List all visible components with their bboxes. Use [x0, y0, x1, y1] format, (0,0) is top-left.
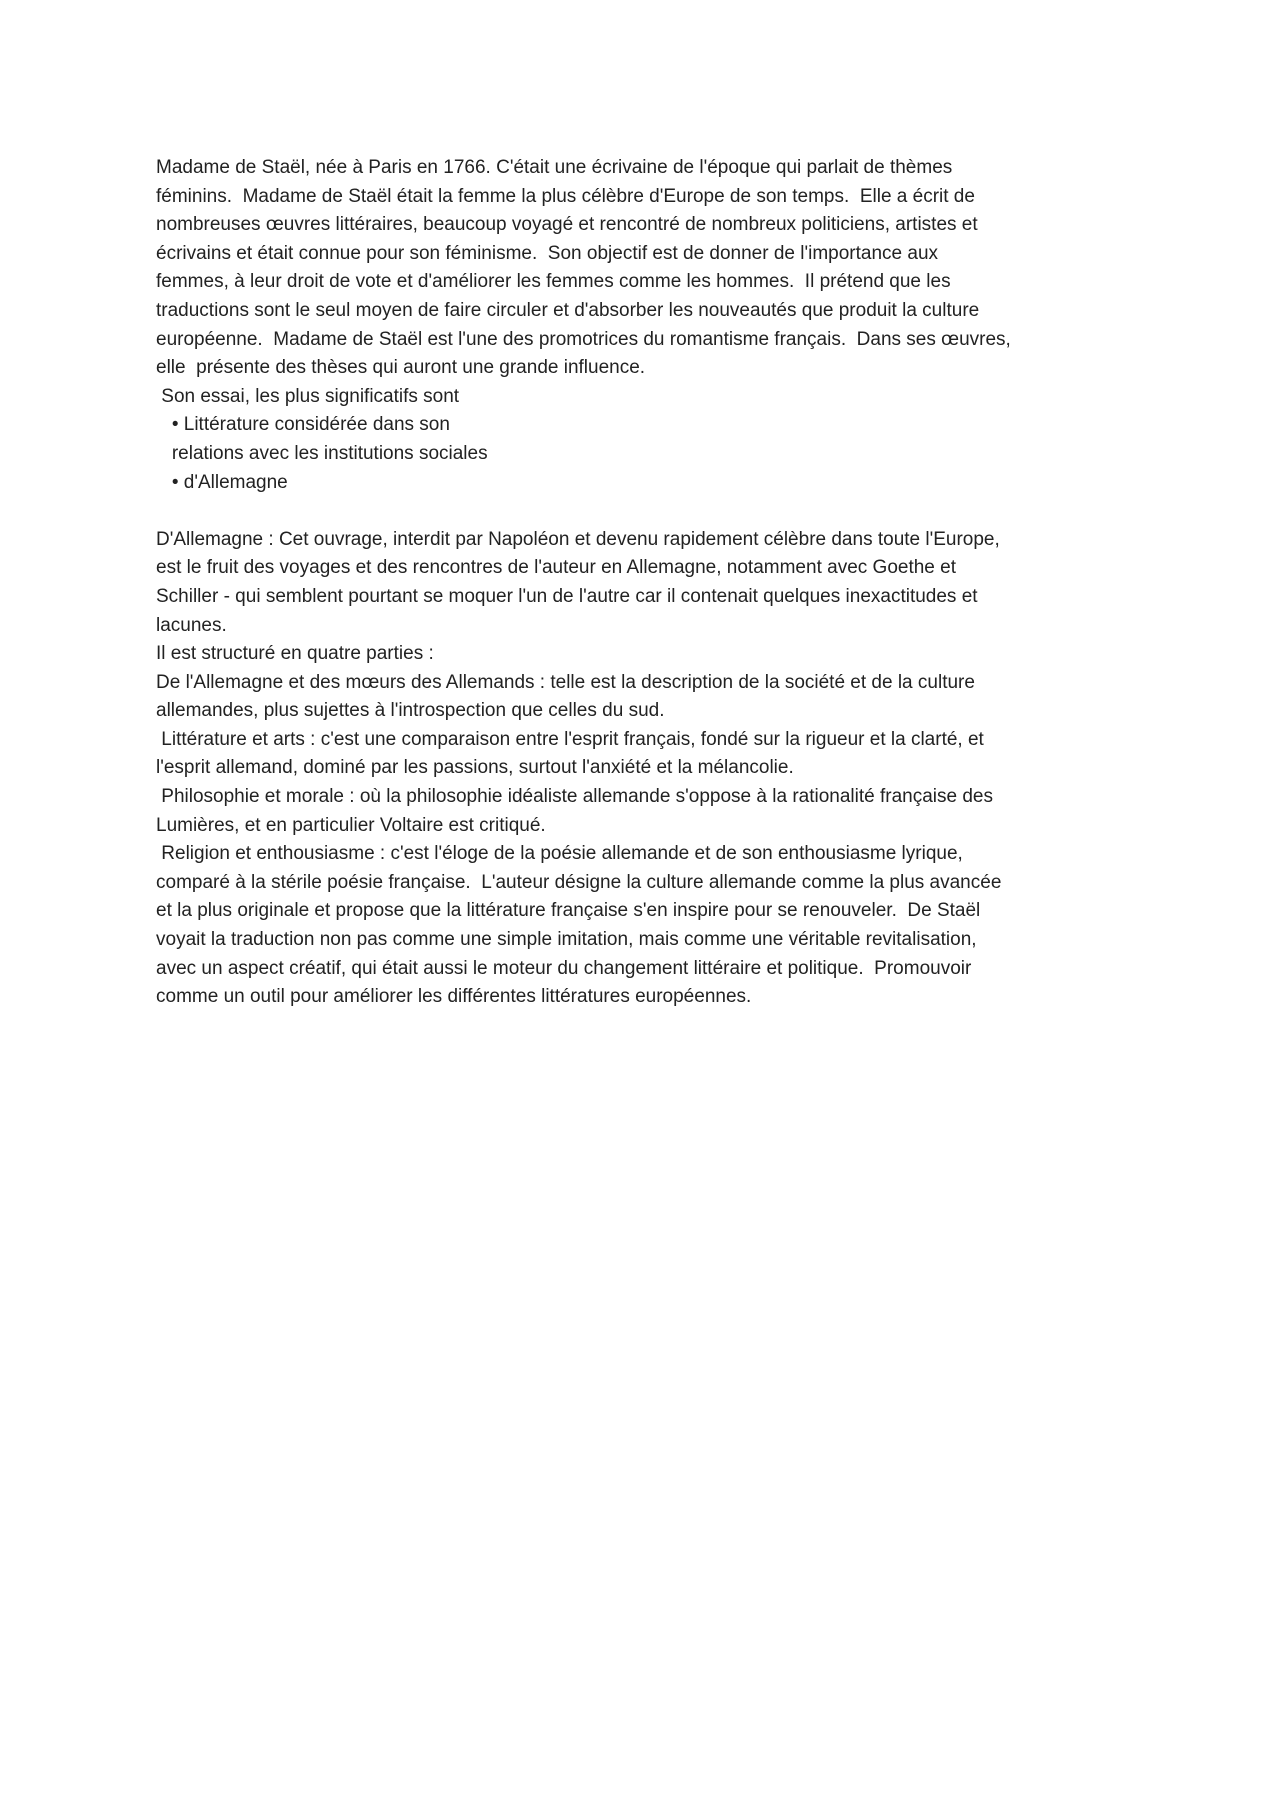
text-line: comparé à la stérile poésie française. L'auteur désigne la culture allemande comme la plus avancée	[156, 871, 1002, 893]
text-line: l'esprit allemand, dominé par les passions, surtout l'anxiété et la mélancolie.	[156, 757, 794, 779]
text-line: De l'Allemagne et des mœurs des Allemands : telle est la description de la société et de la culture	[156, 671, 975, 693]
text-line: écrivains et était connue pour son féminisme. Son objectif est de donner de l'importance aux	[156, 242, 939, 264]
intro-section	[156, 154, 1136, 497]
text-line: Il est structuré en quatre parties :	[156, 643, 434, 665]
text-line: Son essai, les plus significatifs sont	[156, 385, 460, 407]
text-line: Littérature et arts : c'est une comparaison entre l'esprit français, fondé sur la rigueur et la clarté, et	[156, 728, 984, 750]
text-line: Schiller - qui semblent pourtant se moquer l'un de l'autre car il contenait quelques inexactitudes et	[156, 585, 978, 607]
text-line: allemandes, plus sujettes à l'introspection que celles du sud.	[156, 700, 665, 722]
text-line: avec un aspect créatif, qui était aussi le moteur du changement littéraire et politique. Promouvoir	[156, 957, 972, 979]
paragraph-gap	[156, 497, 1136, 526]
text-line: Lumières, et en particulier Voltaire est critiqué.	[156, 814, 546, 836]
text-line: D'Allemagne : Cet ouvrage, interdit par Napoléon et devenu rapidement célèbre dans toute l'Europe,	[156, 528, 1000, 550]
bullet-item: • Littérature considérée dans son	[156, 414, 450, 436]
text-line: lacunes.	[156, 614, 227, 636]
text-line: relations avec les institutions sociales	[156, 442, 488, 464]
text-line: Madame de Staël, née à Paris en 1766. C'était une écrivaine de l'époque qui parlait de thèmes	[156, 157, 953, 178]
text-line: elle présente des thèses qui auront une grande influence.	[156, 357, 646, 379]
text-line: Philosophie et morale : où la philosophie idéaliste allemande s'oppose à la rationalité française des	[156, 786, 993, 808]
text-line: Religion et enthousiasme : c'est l'éloge de la poésie allemande et de son enthousiasme lyrique,	[156, 843, 963, 865]
text-line: féminins. Madame de Staël était la femme la plus célèbre d'Europe de son temps. Elle a écrit de	[156, 185, 975, 207]
text-line: traductions sont le seul moyen de faire circuler et d'absorber les nouveautés que produit la culture	[156, 299, 980, 321]
document-text	[156, 154, 1136, 1012]
text-line: est le fruit des voyages et des rencontres de l'auteur en Allemagne, notamment avec Goethe et	[156, 557, 956, 579]
text-line: européenne. Madame de Staël est l'une des promotrices du romantisme français. Dans ses œuvres,	[156, 328, 1011, 350]
body-section	[156, 526, 1136, 1012]
text-line: femmes, à leur droit de vote et d'améliorer les femmes comme les hommes. Il prétend que les	[156, 271, 951, 293]
bullet-item: • d'Allemagne	[156, 471, 288, 493]
text-line: et la plus originale et propose que la littérature française s'en inspire pour se renouveler. De Staël	[156, 900, 981, 922]
text-line: nombreuses œuvres littéraires, beaucoup voyagé et rencontré de nombreux politiciens, artistes et	[156, 214, 978, 236]
text-line: comme un outil pour améliorer les différentes littératures européennes.	[156, 986, 752, 1008]
text-line: voyait la traduction non pas comme une simple imitation, mais comme une véritable revitalisation,	[156, 929, 977, 951]
